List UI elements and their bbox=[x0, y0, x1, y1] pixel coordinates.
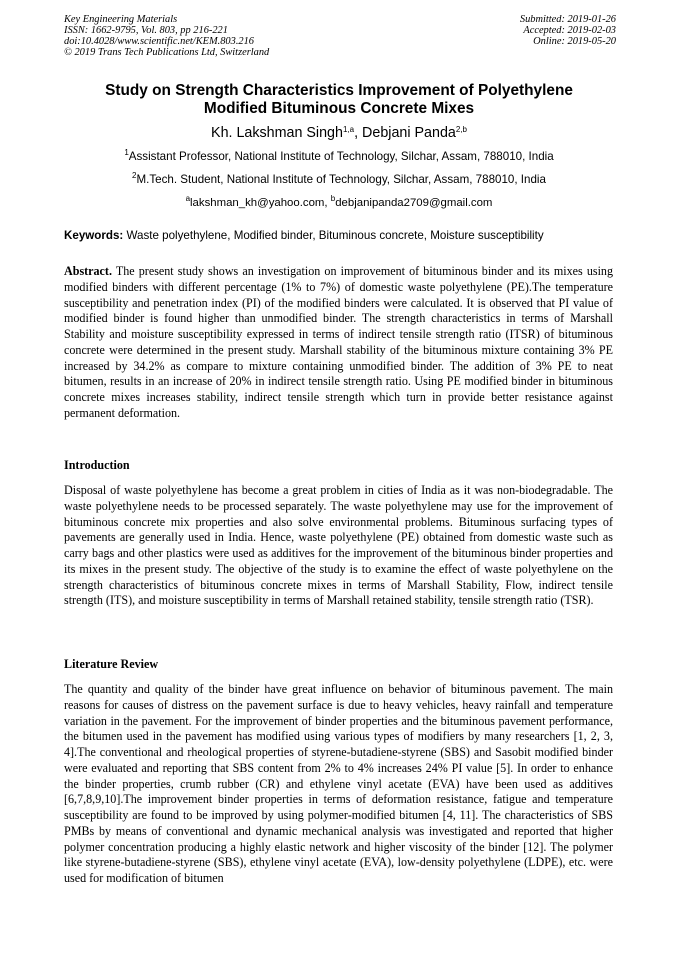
author-1: Kh. Lakshman Singh bbox=[211, 125, 343, 141]
keywords bbox=[64, 229, 624, 243]
accepted-date: Accepted: 2019-02-03 bbox=[523, 25, 616, 36]
journal-issn: ISSN: 1662-9795, Vol. 803, pp 216-221 bbox=[64, 25, 228, 36]
online-date: Online: 2019-05-20 bbox=[533, 36, 616, 47]
email-b: debjanipanda2709@gmail.com bbox=[335, 197, 493, 209]
submitted-date: Submitted: 2019-01-26 bbox=[519, 14, 616, 25]
author-separator: , bbox=[354, 125, 363, 141]
keywords-label: Keywords: bbox=[64, 229, 124, 242]
journal-copyright: © 2019 Trans Tech Publications Ltd, Switzerland bbox=[64, 47, 270, 58]
affiliation-2 bbox=[40, 173, 638, 188]
author-1-affiliation-mark: 1,a bbox=[342, 125, 355, 134]
journal-name: Key Engineering Materials bbox=[64, 14, 178, 25]
author-2-affiliation-mark: 2,b bbox=[455, 125, 467, 134]
title-line-2: Modified Bituminous Concrete Mixes bbox=[203, 100, 475, 117]
title-line-1: Study on Strength Characteristics Improvement of Polyethylene bbox=[105, 82, 573, 99]
email-a: lakshman_kh@yahoo.com, bbox=[190, 197, 331, 209]
publication-dates bbox=[520, 14, 616, 47]
journal-doi: doi:10.4028/www.scientific.net/KEM.803.216 bbox=[64, 36, 254, 47]
author-emails bbox=[40, 196, 638, 211]
affiliation-2-mark: 2 bbox=[132, 171, 137, 180]
email-a-mark: a bbox=[185, 194, 191, 203]
author-2: Debjani Panda bbox=[362, 125, 456, 141]
literature-review-paragraph: The quantity and quality of the binder have great influence on behavior of bituminous pavement. The main reasons for causes of distress on the pavement surface is due to heavy vehicles, heavy rainfall and temperature variation in the pavement. For the improvement of binder properties and the bituminous pavement performance, the bitumen used in the pavement has modified using various types of modifiers by many researchers [1, 2, 3, 4].The conventional and rheological properties of styrene-butadiene-styrene (SBS) and Sasobit modified binder were evaluated and reporting that SBS content from 2% to 4% increases 24% PI value [5]. In order to enhance the binder properties, crumb rubber (CR) and ethylene vinyl acetate (EVA) have been used as additives [6,7,8,9,10].The improvement binder properties in terms of deformation resistance, fatigue and temperature susceptibility are found to be improved by using polymer-modified bitumen [4, 11]. The characteristics of SBS PMBs by means of conventional and dynamic mechanical analysis was investigated and reported that higher polymer concentration producing a highly elastic network and higher viscosity of the binder [12]. The polymer like styrene-butadiene-styrene (SBS), ethylene vinyl acetate (EVA), low-density polyethylene (LDPE), etc. were used for modification of bitumen bbox=[64, 682, 613, 885]
section-heading-literature-review: Literature Review bbox=[64, 657, 159, 671]
abstract-text: The present study shows an investigation on improvement of bituminous binder and its mixes using modified binders with different percentage (1% to 7%) of domestic waste polyethylene (PE).The temperature susceptibility and penetration index (PI) of the modified binders were calculated. It is observed that PI value of modified binder is found higher than unmodified binder. The strength characteristics in terms of Marshall Stability and moisture susceptibility expressed in terms of indirect tensile strength ratio (ITSR) of bituminous concrete were determined in the present study. Marshall stability of the bituminous mixture containing 3% PE increased by 34.2% as compare to mixture containing unmodified binder. The addition of 3% PE to neat bitumen, results in an increase of 20% in indirect tensile strength ratio. Using PE modified binder in bituminous concrete mixes increases stability, indirect tensile strength which turn in provide better resistance against permanent deformation. bbox=[64, 264, 613, 420]
keywords-text: Waste polyethylene, Modified binder, Bituminous concrete, Moisture susceptibility bbox=[123, 229, 544, 242]
affiliation-1-mark: 1 bbox=[124, 148, 129, 157]
author-list bbox=[40, 124, 638, 144]
affiliation-1-text: Assistant Professor, National Institute of Technology, Silchar, Assam, 788010, India bbox=[128, 150, 554, 163]
section-heading-introduction: Introduction bbox=[64, 458, 130, 472]
email-b-mark: b bbox=[330, 194, 336, 203]
abstract bbox=[64, 264, 613, 422]
affiliation-2-text: M.Tech. Student, National Institute of Technology, Silchar, Assam, 788010, India bbox=[136, 173, 546, 186]
abstract-label: Abstract. bbox=[64, 264, 112, 278]
paper-title bbox=[40, 82, 638, 118]
journal-info bbox=[64, 14, 269, 58]
affiliation-1 bbox=[40, 150, 638, 165]
introduction-paragraph: Disposal of waste polyethylene has become a great problem in cities of India as it was non-biodegradable. The waste polyethylene needs to be processed separately. The waste polyethylene may use for the improvement of bituminous concrete mix properties and also solve environmental problems. Bituminous surfacing types of pavements are generally used in India. Hence, waste polyethylene (PE) obtained from domestic waste such as carry bags and other plastics were used as additives for the improvement of the bituminous binder properties and its mixes in the present study. The objective of the study is to examine the effect of waste polyethylene on the strength characteristics of bituminous concrete mixes in terms of Marshall Stability, Flow, indirect tensile strength (ITS), and moisture susceptibility in terms of Marshall retained stability, tensile strength ratio (TSR). bbox=[64, 483, 613, 608]
